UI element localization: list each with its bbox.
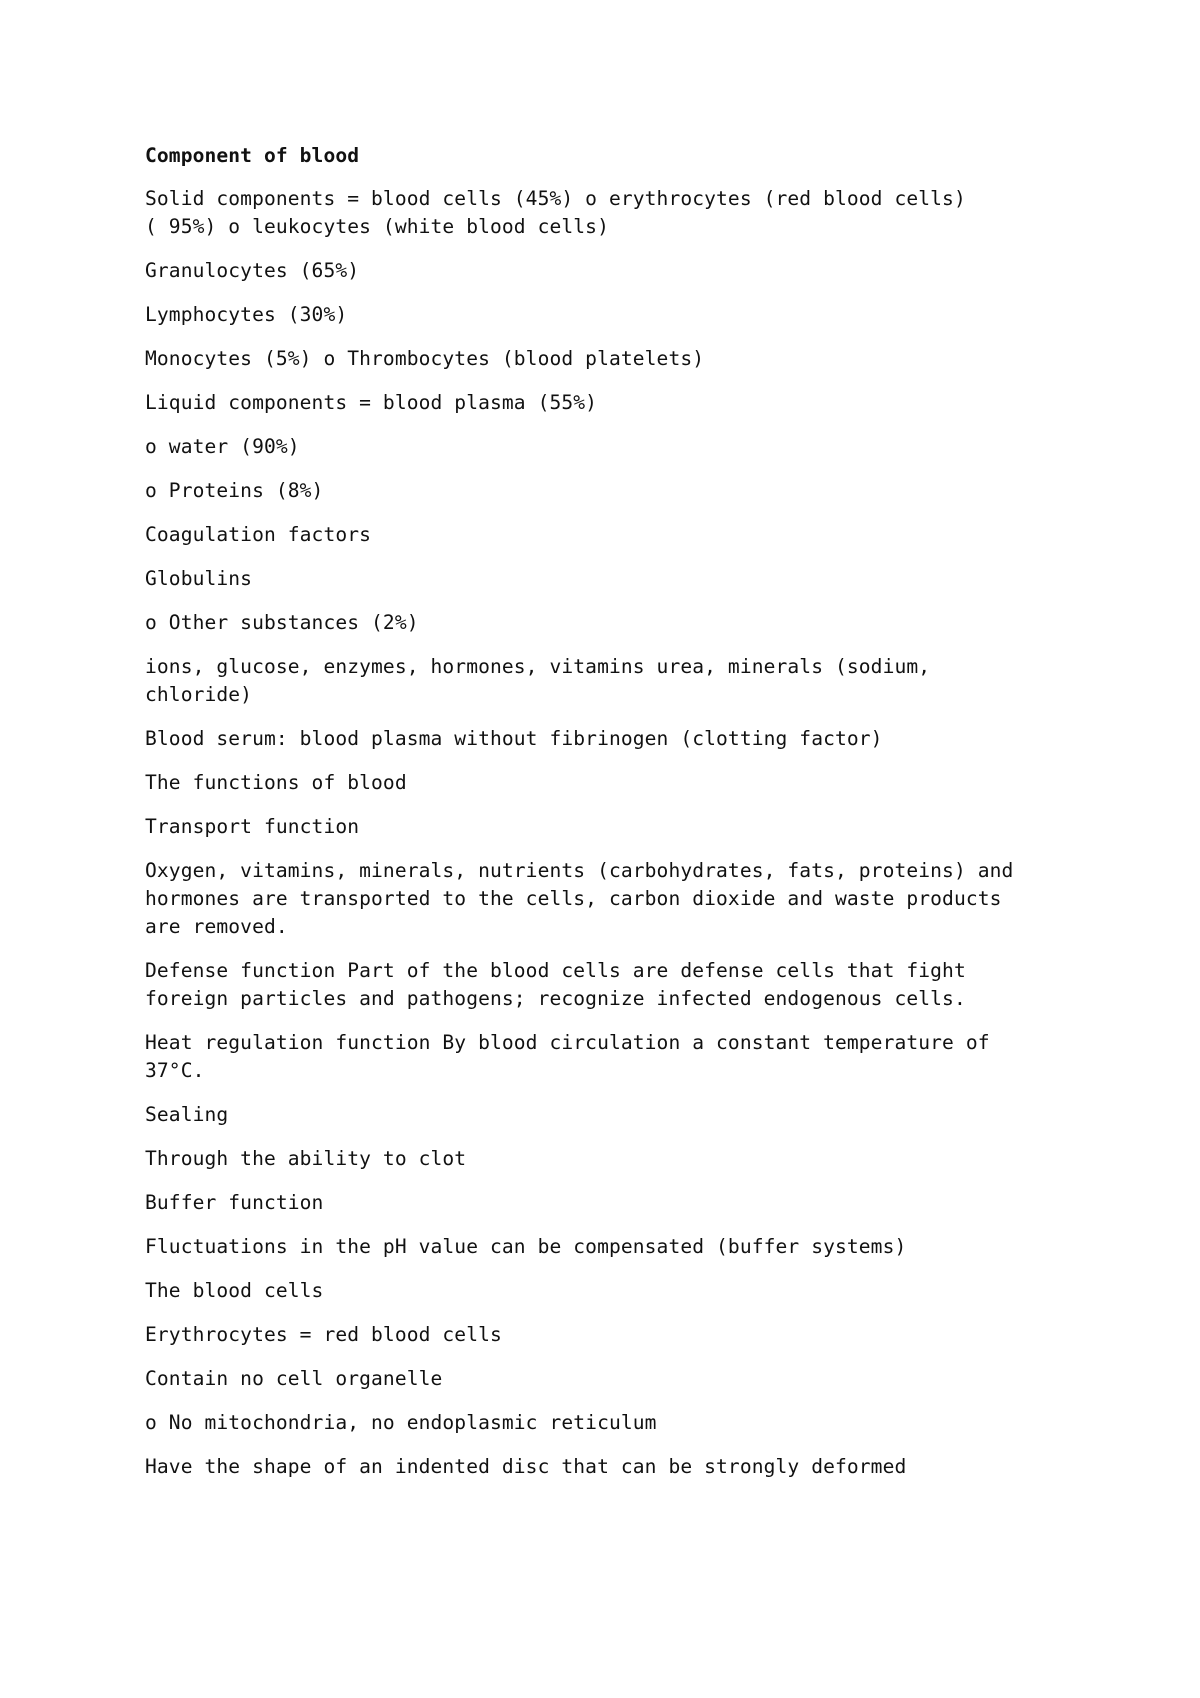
paragraph: Through the ability to clot — [145, 1147, 467, 1170]
paragraph: Heat regulation function By blood circulation a constant temperature of 37°C. — [145, 1031, 990, 1082]
paragraph: Liquid components = blood plasma (55%) — [145, 391, 598, 414]
paragraph: Fluctuations in the pH value can be compensated (buffer systems) — [145, 1235, 907, 1258]
paragraph: Defense function Part of the blood cells are defense cells that fight foreign particles and pathogens; recognize infected endogenous cells. — [145, 959, 966, 1010]
paragraph: Blood serum: blood plasma without fibrinogen (clotting factor) — [145, 727, 883, 750]
paragraph: Contain no cell organelle — [145, 1367, 443, 1390]
paragraph: o Proteins (8%) — [145, 479, 324, 502]
paragraph: Erythrocytes = red blood cells — [145, 1323, 502, 1346]
paragraph: Sealing — [145, 1103, 229, 1126]
paragraph: Granulocytes (65%) — [145, 259, 360, 282]
paragraph: Transport function — [145, 815, 360, 838]
paragraph: Buffer function — [145, 1191, 324, 1214]
paragraph: Globulins — [145, 567, 253, 590]
paragraph: Lymphocytes (30%) — [145, 303, 348, 326]
paragraph: o No mitochondria, no endoplasmic reticulum — [145, 1411, 657, 1434]
paragraph: Solid components = blood cells (45%) o erythrocytes (red blood cells) ( 95%) o leukocytes (white blood cells) — [145, 187, 966, 238]
document-title: Component of blood — [145, 144, 360, 167]
paragraph: o water (90%) — [145, 435, 300, 458]
paragraph: Oxygen, vitamins, minerals, nutrients (carbohydrates, fats, proteins) and hormones are transported to the cells, carbon dioxide and waste products are removed. — [145, 859, 1014, 938]
paragraph: Have the shape of an indented disc that can be strongly deformed — [145, 1455, 907, 1478]
paragraph: Coagulation factors — [145, 523, 372, 546]
paragraph: Monocytes (5%) o Thrombocytes (blood platelets) — [145, 347, 705, 370]
paragraph: o Other substances (2%) — [145, 611, 419, 634]
document-body — [145, 142, 1065, 1497]
paragraph: ions, glucose, enzymes, hormones, vitamins urea, minerals (sodium, chloride) — [145, 655, 931, 706]
paragraph: The blood cells — [145, 1279, 324, 1302]
paragraph: The functions of blood — [145, 771, 407, 794]
